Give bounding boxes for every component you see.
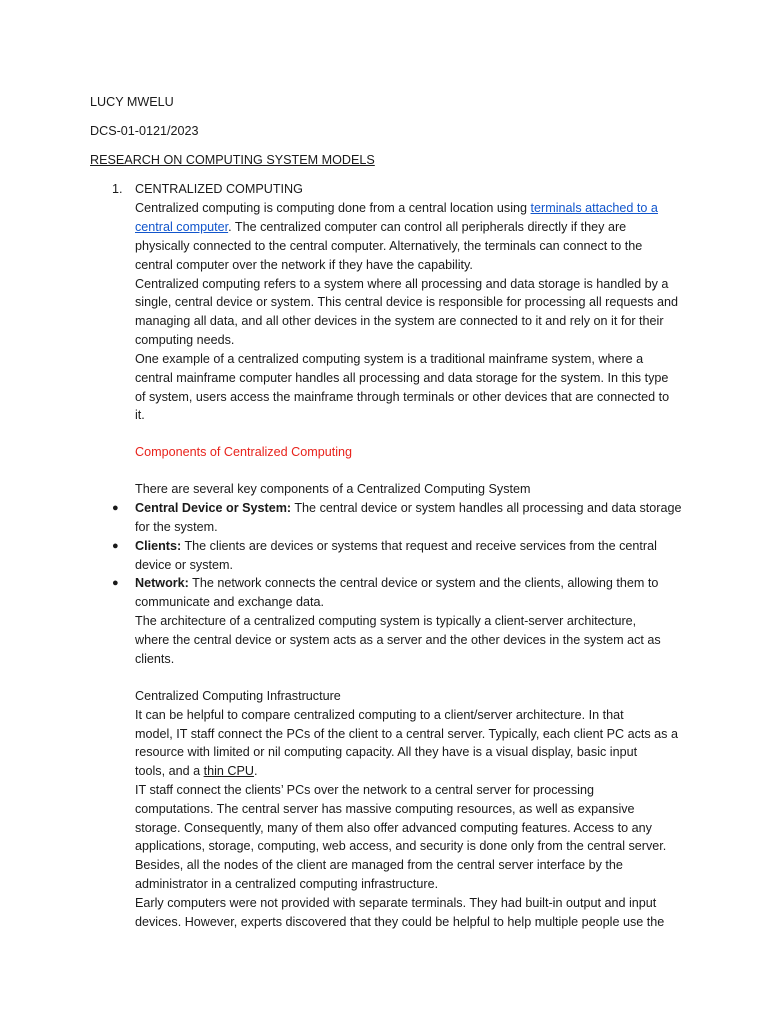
paragraph-line: of system, users access the mainframe through terminals or other devices that are connected to [135, 390, 670, 404]
paragraph-line: storage. Consequently, many of them also offer advanced computing features. Access to any [135, 821, 652, 835]
paragraph-line: clients. [135, 652, 175, 666]
list-number: 1. [112, 182, 123, 196]
paragraph-line [135, 199, 658, 217]
bullet-item [135, 499, 682, 517]
paragraph-text: . [254, 764, 258, 778]
bullet-text: for the system. [135, 520, 218, 534]
bullet-text: The clients are devices or systems that request and receive services from the central [181, 539, 657, 553]
paragraph-line: IT staff connect the clients’ PCs over the network to a central server for processing [135, 783, 594, 797]
bullet-text: device or system. [135, 558, 233, 572]
bullet-text: The central device or system handles all processing and data storage [291, 501, 682, 515]
paragraph-line: Besides, all the nodes of the client are managed from the central server interface by the [135, 858, 623, 872]
bullet-icon: ● [112, 577, 119, 589]
registration-number: DCS-01-0121/2023 [90, 124, 199, 138]
bullet-icon: ● [112, 540, 119, 552]
bullet-icon: ● [112, 502, 119, 514]
bullet-term: Network: [135, 576, 189, 590]
paragraph-line: One example of a centralized computing system is a traditional mainframe system, where a [135, 352, 644, 366]
paragraph-line: computations. The central server has massive computing resources, as well as expansive [135, 802, 635, 816]
paragraph-line: devices. However, experts discovered that they could be helpful to help multiple people use the [135, 915, 665, 929]
document-title: RESEARCH ON COMPUTING SYSTEM MODELS [90, 153, 375, 167]
bullet-term: Central Device or System: [135, 501, 292, 515]
bullet-term: Clients: [135, 539, 182, 553]
paragraph-line: physically connected to the central computer. Alternatively, the terminals can connect to the [135, 239, 643, 253]
paragraph-line: central mainframe computer handles all processing and data storage for the system. In this type [135, 371, 669, 385]
terminals-link[interactable]: terminals attached to a [530, 201, 658, 215]
paragraph-line [135, 762, 258, 780]
bullet-text: communicate and exchange data. [135, 595, 325, 609]
bullet-item [135, 537, 657, 555]
paragraph-line: it. [135, 408, 145, 422]
bullet-item [135, 574, 658, 592]
author-name: LUCY MWELU [90, 95, 174, 109]
section-heading: CENTRALIZED COMPUTING [135, 182, 303, 196]
paragraph-line: model, IT staff connect the PCs of the client to a central server. Typically, each client PC acts as a [135, 727, 678, 741]
infrastructure-heading: Centralized Computing Infrastructure [135, 689, 341, 703]
paragraph-line: resource with limited or nil computing capacity. All they have is a visual display, basic input [135, 745, 638, 759]
paragraph-line: The architecture of a centralized computing system is typically a client-server architecture, [135, 614, 637, 628]
paragraph-line: Centralized computing refers to a system where all processing and data storage is handled by a [135, 277, 669, 291]
paragraph-line: single, central device or system. This central device is responsible for processing all requests and [135, 295, 678, 309]
paragraph-text: Centralized computing is computing done from a central location using [135, 201, 531, 215]
paragraph-line: managing all data, and all other devices in the system are connected to it and rely on it for their [135, 314, 664, 328]
components-intro: There are several key components of a Centralized Computing System [135, 482, 531, 496]
paragraph-line: central computer over the network if they have the capability. [135, 258, 473, 272]
paragraph-line: computing needs. [135, 333, 235, 347]
thin-cpu-term: thin CPU [203, 764, 255, 778]
components-heading: Components of Centralized Computing [135, 445, 353, 459]
paragraph-line: Early computers were not provided with separate terminals. They had built-in output and input [135, 896, 657, 910]
paragraph-line: where the central device or system acts as a server and the other devices in the system act as [135, 633, 661, 647]
paragraph-line [135, 218, 626, 236]
paragraph-line: applications, storage, computing, web access, and security is done only from the central server. [135, 839, 667, 853]
paragraph-text: . The centralized computer can control all peripherals directly if they are [228, 220, 627, 234]
paragraph-text: tools, and a [135, 764, 204, 778]
bullet-text: The network connects the central device or system and the clients, allowing them to [188, 576, 659, 590]
terminals-link-continued[interactable]: central computer [135, 220, 229, 234]
paragraph-line: It can be helpful to compare centralized computing to a client/server architecture. In that [135, 708, 624, 722]
paragraph-line: administrator in a centralized computing infrastructure. [135, 877, 439, 891]
